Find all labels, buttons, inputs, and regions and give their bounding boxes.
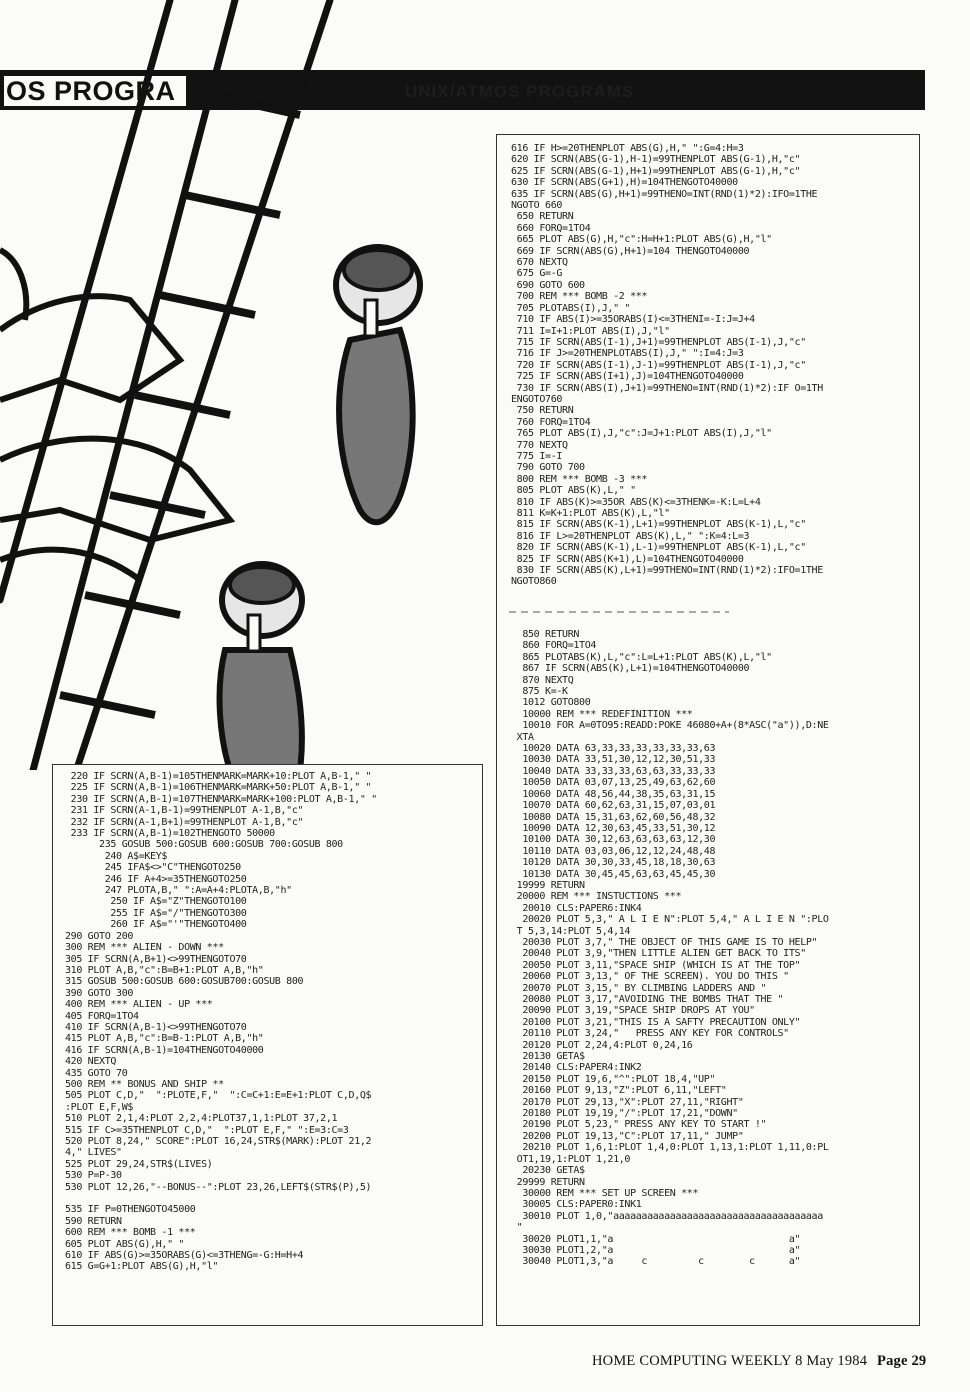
tear-mark bbox=[509, 606, 729, 618]
code-line: 246 IF A+4>=35THENGOTO250 bbox=[65, 873, 247, 885]
code-line: 19999 RETURN bbox=[511, 879, 585, 891]
code-line: 247 PLOTA,B," ":A=A+4:PLOTA,B,"h" bbox=[65, 885, 292, 897]
code-line: 510 PLOT 2,1,4:PLOT 2,2,4:PLOT37,1,1:PLOT 37,2,1 bbox=[65, 1113, 338, 1125]
code-line: 20120 PLOT 2,24,4:PLOT 0,24,16 bbox=[511, 1039, 693, 1051]
code-line: 520 PLOT 8,24," SCORE":PLOT 16,24,STR$(MARK):PLOT 21,2 bbox=[65, 1136, 372, 1147]
code-line: 715 IF SCRN(ABS(I-1),J+1)=99THENPLOT ABS(I-1),J,"c" bbox=[511, 336, 806, 348]
code-line: 30020 PLOT1,1,"a a" bbox=[511, 1233, 801, 1245]
code-line: 730 IF SCRN(ABS(I),J+1)=99THENO=INT(RND(1)*2):IF O=1TH bbox=[511, 382, 823, 394]
code-line: ENGOTO760 bbox=[511, 393, 563, 405]
code-line: 500 REM ** BONUS AND SHIP ** bbox=[65, 1078, 224, 1090]
code-line: 20090 PLOT 3,19,"SPACE SHIP DROPS AT YOU" bbox=[511, 1005, 755, 1017]
code-line: 230 IF SCRN(A,B-1)=107THENMARK=MARK+100:PLOT A,B-1," " bbox=[65, 793, 377, 805]
page-number: Page 29 bbox=[877, 1353, 927, 1369]
code-line: 30030 PLOT1,2,"a a" bbox=[511, 1244, 801, 1256]
code-listing-setup bbox=[511, 629, 829, 1268]
code-line: 505 PLOT C,D," ":PLOTE,F," ":C=C+1:E=E+1:PLOT C,D,Q$ bbox=[65, 1090, 372, 1102]
code-line: 811 K=K+1:PLOT ABS(K),L,"l" bbox=[511, 508, 670, 519]
code-line: 20030 PLOT 3,7," THE OBJECT OF THIS GAME IS TO HELP" bbox=[511, 936, 818, 948]
bomb-icon bbox=[336, 247, 420, 522]
code-line: 416 IF SCRN(A,B-1)=104THENGOTO40000 bbox=[65, 1044, 264, 1056]
code-line: 820 IF SCRN(ABS(K-1),L-1)=99THENPLOT ABS(K-1),L,"c" bbox=[511, 542, 806, 554]
code-line: 390 GOTO 300 bbox=[65, 987, 134, 999]
code-line: 300 REM *** ALIEN - DOWN *** bbox=[65, 942, 224, 954]
code-line: 400 REM *** ALIEN - UP *** bbox=[65, 999, 213, 1011]
code-line: 20230 GETA$ bbox=[511, 1165, 585, 1177]
code-line: 720 IF SCRN(ABS(I-1),J-1)=99THENPLOT ABS(I-1),J,"c" bbox=[511, 359, 806, 371]
code-line: 220 IF SCRN(A,B-1)=105THENMARK=MARK+10:PLOT A,B-1," " bbox=[65, 771, 372, 782]
code-line: :PLOT E,F,W$ bbox=[65, 1101, 134, 1113]
code-line: 660 FORQ=1TO4 bbox=[511, 222, 591, 234]
code-line: 635 IF SCRN(ABS(G),H+1)=99THENO=INT(RND(1)*2):IFO=1THE bbox=[511, 188, 818, 200]
code-line: 10060 DATA 48,56,44,38,35,63,31,15 bbox=[511, 788, 716, 800]
code-line: 255 IF A$="/"THENGOTO300 bbox=[65, 907, 247, 919]
code-line: 20070 PLOT 3,15," BY CLIMBING LADDERS AND " bbox=[511, 982, 767, 994]
code-line: 830 IF SCRN(ABS(K),L+1)=99THENO=INT(RND(1)*2):IFO=1THE bbox=[511, 565, 823, 577]
code-line: 410 IF SCRN(A,B-1)<>99THENGOTO70 bbox=[65, 1021, 247, 1033]
code-line: 20060 PLOT 3,13," OF THE SCREEN). YOU DO THIS " bbox=[511, 971, 789, 983]
code-line: 10110 DATA 03,03,06,12,12,24,48,48 bbox=[511, 845, 716, 857]
code-line: 815 IF SCRN(ABS(K-1),L+1)=99THENPLOT ABS(K-1),L,"c" bbox=[511, 519, 806, 531]
code-line: 775 I=-I bbox=[511, 450, 563, 462]
code-line: 20000 REM *** INSTUCTIONS *** bbox=[511, 891, 682, 903]
code-line: 415 PLOT A,B,"c":B=B-1:PLOT A,B,"h" bbox=[65, 1033, 264, 1045]
code-line: 10000 REM *** REDEFINITION *** bbox=[511, 708, 693, 720]
code-line: 665 PLOT ABS(G),H,"c":H=H+1:PLOT ABS(G),H,"l" bbox=[511, 234, 772, 246]
listing-column-left bbox=[52, 764, 483, 1326]
code-listing-bomb-routines bbox=[511, 143, 823, 588]
publication-line: HOME COMPUTING WEEKLY 8 May 1984 bbox=[592, 1353, 868, 1369]
code-line: 1012 GOTO800 bbox=[511, 697, 591, 709]
code-line: 20210 PLOT 1,6,1:PLOT 1,4,0:PLOT 1,13,1:PLOT 1,11,0:PL bbox=[511, 1142, 829, 1154]
code-line: 870 NEXTQ bbox=[511, 674, 574, 686]
code-line: 305 IF SCRN(A,B+1)<>99THENGOTO70 bbox=[65, 953, 247, 965]
code-line: 20010 CLS:PAPER6:INK4 bbox=[511, 902, 642, 914]
code-line: 20190 PLOT 5,23," PRESS ANY KEY TO START !" bbox=[511, 1119, 767, 1131]
code-line: 616 IF H>=20THENPLOT ABS(G),H," ":G=4:H=3 bbox=[511, 143, 744, 154]
code-line: 10020 DATA 63,33,33,33,33,33,33,63 bbox=[511, 743, 716, 755]
code-line: 10040 DATA 33,33,33,63,63,33,33,33 bbox=[511, 765, 716, 777]
code-line: NGOTO 660 bbox=[511, 200, 563, 212]
code-line: 765 PLOT ABS(I),J,"c":J=J+1:PLOT ABS(I),J,"l" bbox=[511, 428, 772, 440]
code-line: 315 GOSUB 500:GOSUB 600:GOSUB700:GOSUB 800 bbox=[65, 976, 304, 988]
code-line: 20140 CLS:PAPER4:INK2 bbox=[511, 1062, 642, 1074]
code-line: 290 GOTO 200 bbox=[65, 930, 134, 942]
code-line: NGOTO860 bbox=[511, 576, 557, 588]
code-line: 530 P=P-30 bbox=[65, 1170, 122, 1182]
code-line: " bbox=[511, 1222, 523, 1234]
code-line: 231 IF SCRN(A-1,B-1)=99THENPLOT A-1,B,"c" bbox=[65, 805, 304, 817]
code-line: 675 G=-G bbox=[511, 268, 563, 280]
code-line: 20130 GETA$ bbox=[511, 1051, 585, 1063]
code-line: 525 PLOT 29,24,STR$(LIVES) bbox=[65, 1158, 213, 1170]
code-line: 867 IF SCRN(ABS(K),L+1)=104THENGOTO40000 bbox=[511, 663, 750, 675]
code-line: 860 FORQ=1TO4 bbox=[511, 640, 597, 652]
code-listing-main-loop bbox=[65, 771, 377, 1273]
code-line: 10030 DATA 33,51,30,12,12,30,51,33 bbox=[511, 754, 716, 766]
code-line: 620 IF SCRN(ABS(G-1),H-1)=99THENPLOT ABS(G-1),H,"c" bbox=[511, 154, 801, 166]
code-line: 20200 PLOT 19,13,"C":PLOT 17,11," JUMP" bbox=[511, 1130, 744, 1142]
code-line: 669 IF SCRN(ABS(G),H+1)=104 THENGOTO40000 bbox=[511, 245, 750, 257]
code-line: 530 PLOT 12,26,"--BONUS--":PLOT 23,26,LEFT$(STR$(P),5) bbox=[65, 1181, 372, 1193]
code-line: 850 RETURN bbox=[511, 629, 580, 640]
code-line: OT1,19,1:PLOT 1,21,0 bbox=[511, 1153, 631, 1165]
code-line: 716 IF J>=20THENPLOTABS(I),J," ":I=4:J=3 bbox=[511, 348, 744, 360]
section-title: OS PROGRA bbox=[4, 76, 186, 106]
code-line: 10010 FOR A=0TO95:READD:POKE 46080+A+(8*ASC("a")),D:NE bbox=[511, 720, 829, 732]
code-line: 30040 PLOT1,3,"a c c c a" bbox=[511, 1256, 801, 1268]
code-line: 4," LIVES" bbox=[65, 1147, 122, 1159]
code-line: 705 PLOTABS(I),J," " bbox=[511, 302, 631, 314]
code-line: 232 IF SCRN(A-1,B+1)=99THENPLOT A-1,B,"c" bbox=[65, 816, 304, 828]
code-line: 750 RETURN bbox=[511, 405, 574, 417]
code-line: 770 NEXTQ bbox=[511, 439, 568, 451]
code-line: 690 GOTO 600 bbox=[511, 279, 585, 291]
code-line: 20040 PLOT 3,9,"THEN LITTLE ALIEN GET BACK TO ITS" bbox=[511, 948, 806, 960]
listing-column-right bbox=[496, 134, 920, 1326]
code-line: 10130 DATA 30,45,45,63,63,45,45,30 bbox=[511, 868, 716, 880]
code-line: 610 IF ABS(G)>=35ORABS(G)<=3THENG=-G:H=H+4 bbox=[65, 1250, 304, 1262]
code-line: 630 IF SCRN(ABS(G+1),H)=104THENGOTO40000 bbox=[511, 177, 738, 189]
code-line: 800 REM *** BOMB -3 *** bbox=[511, 473, 648, 485]
code-line: 435 GOTO 70 bbox=[65, 1067, 128, 1079]
code-line: 615 G=G+1:PLOT ABS(G),H,"l" bbox=[65, 1261, 219, 1273]
code-line: 225 IF SCRN(A,B-1)=106THENMARK=MARK+50:PLOT A,B-1," " bbox=[65, 782, 372, 794]
code-line: 600 REM *** BOMB -1 *** bbox=[65, 1227, 196, 1239]
code-line: 670 NEXTQ bbox=[511, 257, 568, 269]
code-line: 240 A$=KEY$ bbox=[65, 850, 168, 862]
code-line: 865 PLOTABS(K),L,"c":L=L+1:PLOT ABS(K),L,"l" bbox=[511, 651, 772, 663]
code-line: 805 PLOT ABS(K),L," " bbox=[511, 485, 636, 497]
code-line: 10100 DATA 30,12,63,63,63,63,12,30 bbox=[511, 834, 716, 846]
code-line: 10120 DATA 30,30,33,45,18,18,30,63 bbox=[511, 857, 716, 869]
code-line: 10080 DATA 15,31,63,62,60,56,48,32 bbox=[511, 811, 716, 823]
code-line: 310 PLOT A,B,"c":B=B+1:PLOT A,B,"h" bbox=[65, 964, 264, 976]
code-line: 711 I=I+1:PLOT ABS(I),J,"l" bbox=[511, 325, 670, 337]
code-line: 405 FORQ=1TO4 bbox=[65, 1010, 139, 1022]
code-line: 420 NEXTQ bbox=[65, 1056, 117, 1068]
bomb-icon bbox=[220, 564, 302, 770]
code-line: 10090 DATA 12,30,63,45,33,51,30,12 bbox=[511, 822, 716, 834]
code-line: 20180 PLOT 19,19,"/":PLOT 17,21,"DOWN" bbox=[511, 1108, 738, 1120]
code-line: 20170 PLOT 29,13,"X":PLOT 27,11,"RIGHT" bbox=[511, 1096, 744, 1108]
code-line: 260 IF A$="'"THENGOTO400 bbox=[65, 919, 247, 931]
code-line: 20050 PLOT 3,11,"SPACE SHIP (WHICH IS AT THE TOP" bbox=[511, 959, 801, 971]
code-line: 245 IFA$<>"C"THENGOTO250 bbox=[65, 862, 241, 874]
code-line: 30010 PLOT 1,0,"aaaaaaaaaaaaaaaaaaaaaaaaaaaaaaaaaaaaa bbox=[511, 1210, 823, 1222]
code-line: 30000 REM *** SET UP SCREEN *** bbox=[511, 1187, 699, 1199]
code-line: 250 IF A$="Z"THENGOTO100 bbox=[65, 896, 247, 908]
code-line: 760 FORQ=1TO4 bbox=[511, 416, 591, 428]
code-line: 590 RETURN bbox=[65, 1215, 122, 1227]
code-line: 10050 DATA 03,07,13,25,49,63,62,60 bbox=[511, 777, 716, 789]
code-line: 790 GOTO 700 bbox=[511, 462, 585, 474]
code-line: 535 IF P=0THENGOTO45000 bbox=[65, 1204, 196, 1216]
page-footer bbox=[592, 1353, 926, 1370]
code-line: 20020 PLOT 5,3," A L I E N":PLOT 5,4," A L I E N ":PLO bbox=[511, 914, 829, 926]
code-line: 20100 PLOT 3,21,"THIS IS A SAFTY PRECAUTION ONLY" bbox=[511, 1016, 801, 1028]
code-line: 710 IF ABS(I)>=35ORABS(I)<=3THENI=-I:J=J+4 bbox=[511, 314, 755, 326]
code-line: 625 IF SCRN(ABS(G-1),H+1)=99THENPLOT ABS(G-1),H,"c" bbox=[511, 165, 801, 177]
code-line: 810 IF ABS(K)>=35OR ABS(K)<=3THENK=-K:L=L+4 bbox=[511, 496, 761, 508]
code-line: 825 IF SCRN(ABS(K+1),L)=104THENGOTO40000 bbox=[511, 553, 744, 565]
code-line: 650 RETURN bbox=[511, 211, 574, 223]
code-line: XTA bbox=[511, 731, 534, 743]
code-line: 875 K=-K bbox=[511, 686, 568, 698]
code-line: 816 IF L>=20THENPLOT ABS(K),L," ":K=4:L=3 bbox=[511, 530, 750, 542]
code-line: 725 IF SCRN(ABS(I+1),J)=104THENGOTO40000 bbox=[511, 371, 744, 383]
code-line: 29999 RETURN bbox=[511, 1176, 585, 1188]
show-through-title: UNIX/ATMOS PROGRAMS bbox=[405, 82, 635, 101]
code-line: 235 GOSUB 500:GOSUB 600:GOSUB 700:GOSUB 800 bbox=[65, 839, 343, 851]
code-line: T 5,3,14:PLOT 5,4,14 bbox=[511, 925, 631, 937]
code-line: 20150 PLOT 19,6,"^":PLOT 18,4,"UP" bbox=[511, 1073, 716, 1085]
code-line: 605 PLOT ABS(G),H," " bbox=[65, 1238, 185, 1250]
code-line: 515 IF C>=35THENPLOT C,D," ":PLOT E,F," ":E=3:C=3 bbox=[65, 1124, 349, 1136]
code-line: 20110 PLOT 3,24," PRESS ANY KEY FOR CONTROLS" bbox=[511, 1028, 789, 1040]
ladder-and-bombs-illustration bbox=[0, 0, 500, 770]
code-line: 20080 PLOT 3,17,"AVOIDING THE BOMBS THAT THE " bbox=[511, 994, 784, 1005]
code-line: 20160 PLOT 9,13,"Z":PLOT 6,11,"LEFT" bbox=[511, 1085, 727, 1097]
code-line: 700 REM *** BOMB -2 *** bbox=[511, 291, 648, 303]
code-line: 10070 DATA 60,62,63,31,15,07,03,01 bbox=[511, 800, 716, 812]
code-line: 233 IF SCRN(A,B-1)=102THENGOTO 50000 bbox=[65, 828, 275, 840]
code-line: 30005 CLS:PAPER0:INK1 bbox=[511, 1199, 642, 1211]
